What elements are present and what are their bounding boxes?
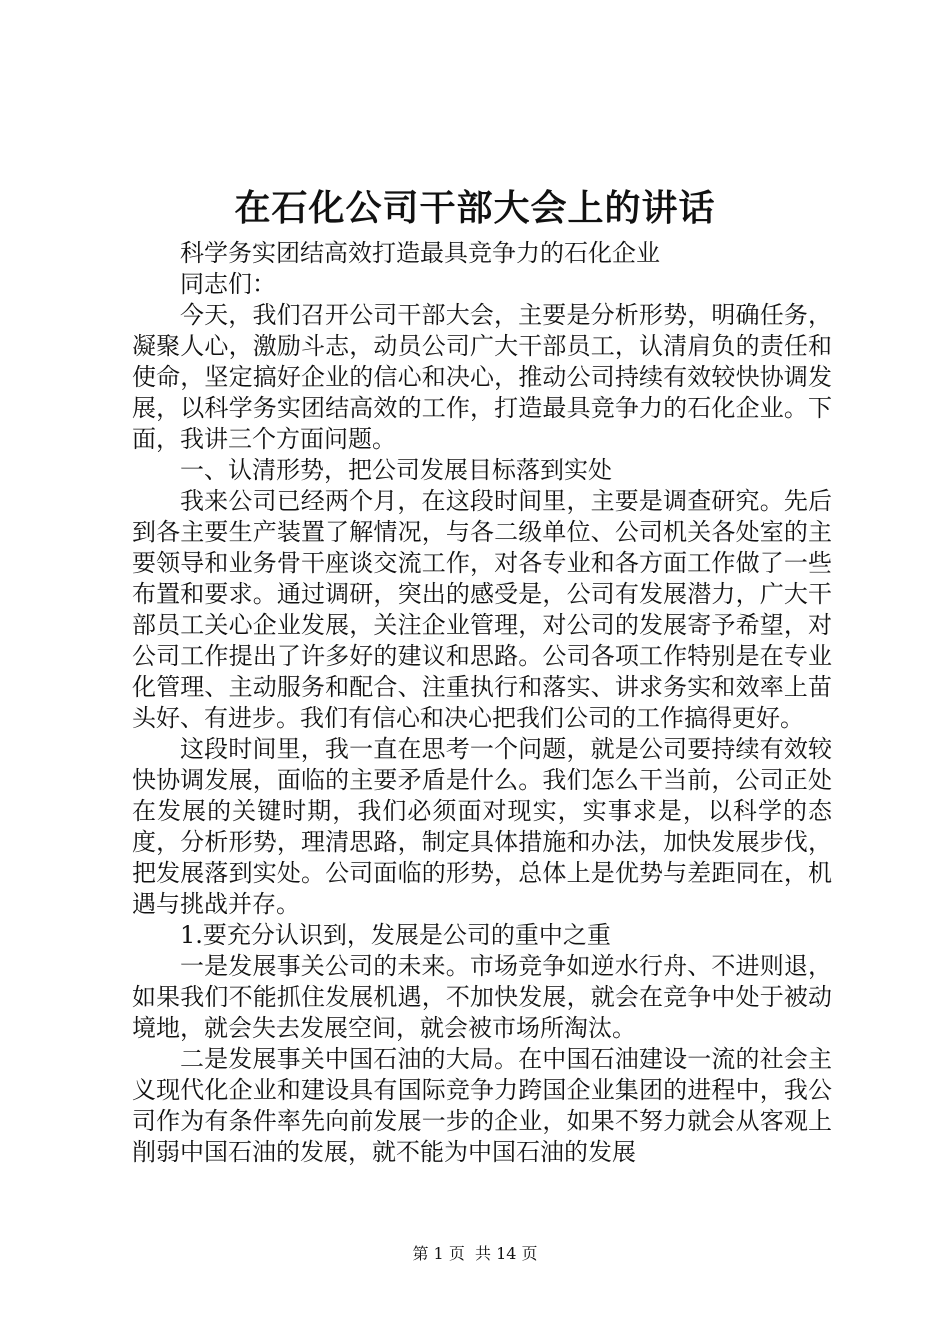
body-paragraph: 一是发展事关公司的未来。市场竞争如逆水行舟、不进则退，如果我们不能抓住发展机遇，不加快发展，就会在竞争中处于被动境地，就会失去发展空间，就会被市场所淘汰。: [132, 952, 832, 1042]
body-paragraph: 这段时间里，我一直在思考一个问题，就是公司要持续有效较快协调发展，面临的主要矛盾是什么。我们怎么干当前，公司正处在发展的关键时期，我们必须面对现实，实事求是，以科学的态度，分析形势，理清思路，制定具体措施和办法，加快发展步伐，把发展落到实处。公司面临的形势，总体上是优势与差距同在，机遇与挑战并存。: [132, 735, 832, 918]
body-paragraph: 二是发展事关中国石油的大局。在中国石油建设一流的社会主义现代化企业和建设具有国际竞争力跨国企业集团的进程中，我公司作为有条件率先向前发展一步的企业，如果不努力就会从客观上削弱中国石油的发展，就不能为中国石油的发展: [132, 1045, 832, 1166]
page-number-label: 第 1 页 共 14 页: [412, 1244, 538, 1263]
subtitle-paragraph: 科学务实团结高效打造最具竞争力的石化企业: [180, 239, 660, 267]
page-footer: [0, 1243, 950, 1265]
body-paragraph: 我来公司已经两个月，在这段时间里，主要是调查研究。先后到各主要生产装置了解情况，与各二级单位、公司机关各处室的主要领导和业务骨干座谈交流工作，对各专业和各方面工作做了一些布置和要求。通过调研，突出的感受是，公司有发展潜力，广大干部员工关心企业发展，关注企业管理，对公司的发展寄予希望，对公司工作提出了许多好的建议和思路。公司各项工作特别是在专业化管理、主动服务和配合、注重执行和落实、讲求务实和效率上苗头好、有进步。我们有信心和决心把我们公司的工作搞得更好。: [132, 487, 832, 732]
document-title: 在石化公司干部大会上的讲话: [234, 187, 716, 229]
document-body: [132, 238, 832, 1168]
body-paragraph: 今天，我们召开公司干部大会，主要是分析形势，明确任务，凝聚人心，激励斗志，动员公司广大干部员工，认清肩负的责任和使命，坚定搞好企业的信心和决心，推动公司持续有效较快协调发展，以科学务实团结高效的工作，打造最具竞争力的石化企业。下面，我讲三个方面问题。: [132, 301, 832, 453]
section-heading: 一、认清形势，把公司发展目标落到实处: [180, 456, 612, 484]
salutation-paragraph: 同志们：: [180, 270, 276, 298]
subsection-heading: 1.要充分认识到，发展是公司的重中之重: [180, 921, 611, 949]
